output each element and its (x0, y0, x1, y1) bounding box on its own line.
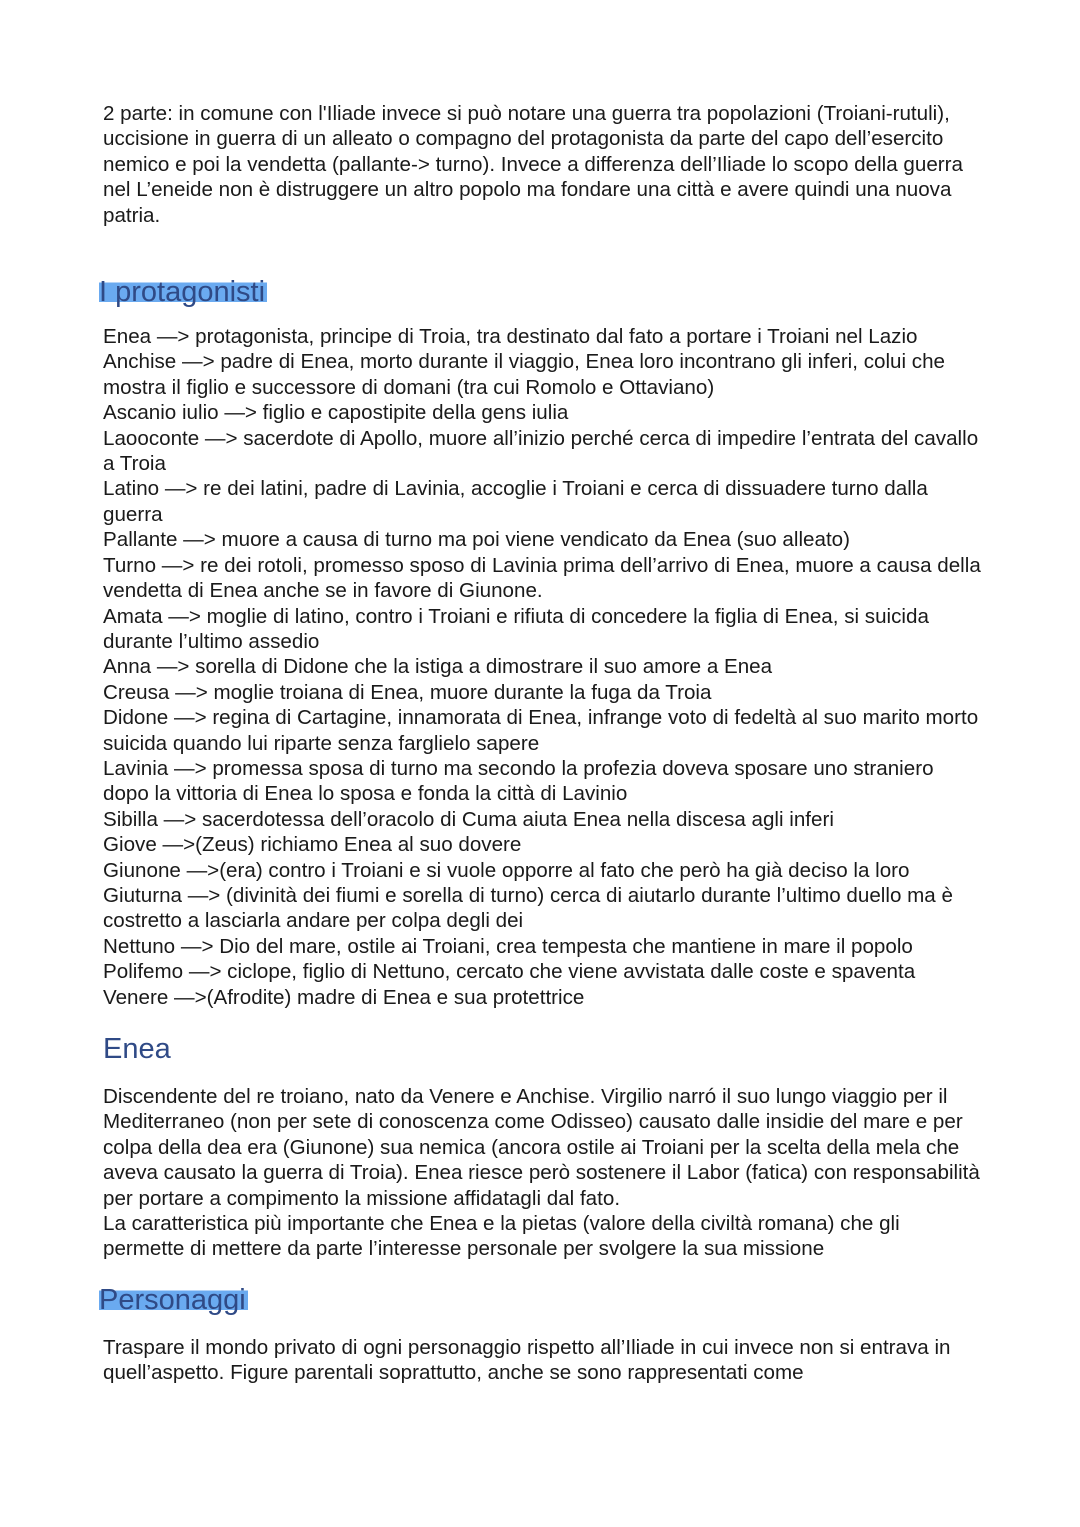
spacer (103, 228, 983, 275)
protagonisti-list (103, 324, 983, 1010)
spacer (103, 1072, 983, 1084)
list-item: Giuturna —> (divinità dei fiumi e sorella di turno) cerca di aiutarlo durante l’ultimo duello ma è costretto a lasciarla andare per colpa degli dei (103, 883, 953, 933)
spacer (103, 315, 983, 324)
list-item: Didone —> regina di Cartagine, innamorata di Enea, infrange voto di fedeltà al suo marito morto suicida quando lui riparte senza farglielo sapere (103, 706, 979, 755)
spacer (103, 1010, 983, 1032)
list-item: Polifemo —> ciclope, figlio di Nettuno, cercato che viene avvistata dalle coste e spaventa (103, 960, 916, 984)
protagonisti-heading: I protagonisti (99, 276, 266, 309)
list-item: Giunone —>(era) contro i Troiani e si vuole opporre al fato che però ha già deciso la loro (103, 858, 910, 882)
list-item: Ascanio iulio —> figlio e capostipite della gens iulia (103, 401, 569, 425)
list-item: Anchise —> padre di Enea, morto durante il viaggio, Enea loro incontrano gli inferi, colui che mostra il figlio e successore di domani (tra cui Romolo e Ottaviano) (103, 350, 945, 399)
spacer (103, 1323, 983, 1335)
list-item: Creusa —> moglie troiana di Enea, muore durante la fuga da Troia (103, 680, 712, 704)
personaggi-heading: Personaggi (99, 1283, 246, 1316)
list-item: Turno —> re dei rotoli, promesso sposo di Lavinia prima dell’arrivo di Enea, muore a causa della vendetta di Enea anche se in favore di Giunone. (103, 553, 981, 603)
list-item: Pallante —> muore a causa di turno ma poi viene vendicato da Enea (suo alleato) (103, 528, 850, 552)
enea-paragraph-2: La caratteristica più importante che Enea e la pietas (valore della civiltà romana) che gli permette di mettere da parte l’interesse personale per svolgere la sua missione (103, 1212, 906, 1261)
list-item: Amata —> moglie di latino, contro i Troiani e rifiuta di concedere la figlia di Enea, si suicida durante l’ultimo assedio (103, 604, 929, 653)
enea-paragraph: Discendente del re troiano, nato da Venere e Anchise. Virgilio narró il suo lungo viaggio per il Mediterraneo (non per sete di conoscenza come Odisseo) causato dalle insidie del mare e per colpa della dea era (Giunone) sua nemica (ancora ostile ai Troiani per la scelta della mela che aveva causato la guerra di Troia). Enea riesce però sostenere il Labor (fatica) con responsabilità per portare a compimento la missione affidatagli dal fato. (103, 1085, 986, 1210)
personaggi-heading-row (99, 1283, 979, 1323)
list-item: Anna —> sorella di Didone che la istiga a dimostrare il suo amore a Enea (103, 655, 773, 679)
list-item: Enea —> protagonista, principe di Troia, tra destinato dal fato a portare i Troiani nel Lazio (103, 325, 918, 349)
list-item: Venere —>(Afrodite) madre di Enea e sua protettrice (103, 985, 585, 1009)
intro-paragraph: 2 parte: in comune con l'Iliade invece si può notare una guerra tra popolazioni (Troiani-rutuli), uccisione in guerra di un alleato o compagno del protagonista da parte del capo dell’esercito nemico e poi la vendetta (pallante-> turno). Invece a differenza dell’Iliade lo scopo della guerra nel L’eneide non è distruggere un altro popolo ma fondare una città e avere quindi una nuova patria. (103, 102, 969, 227)
protagonisti-heading-row (99, 275, 979, 315)
enea-heading-row (103, 1032, 983, 1072)
list-item: Nettuno —> Dio del mare, ostile ai Troiani, crea tempesta che mantiene in mare il popolo (103, 934, 913, 958)
spacer (103, 1262, 983, 1283)
document-page (99, 101, 986, 1386)
personaggi-paragraph: Traspare il mondo privato di ogni personaggio rispetto all’Iliade in cui invece non si entrava in quell’aspetto. Figure parentali soprattutto, anche se sono rappresentati come (103, 1335, 957, 1385)
list-item: Sibilla —> sacerdotessa dell’oracolo di Cuma aiuta Enea nella discesa agli inferi (103, 807, 834, 831)
list-item: Laooconte —> sacerdote di Apollo, muore all’inizio perché cerca di impedire l’entrata del cavallo a Troia (103, 426, 979, 476)
list-item: Lavinia —> promessa sposa di turno ma secondo la profezia doveva sposare uno straniero dopo la vittoria di Enea lo sposa e fonda la città di Lavinio (103, 756, 934, 806)
list-item: Giove —>(Zeus) richiamo Enea al suo dovere (103, 833, 522, 857)
enea-heading: Enea (103, 1033, 171, 1065)
list-item: Latino —> re dei latini, padre di Lavinia, accoglie i Troiani e cerca di dissuadere turno dalla guerra (103, 477, 928, 526)
